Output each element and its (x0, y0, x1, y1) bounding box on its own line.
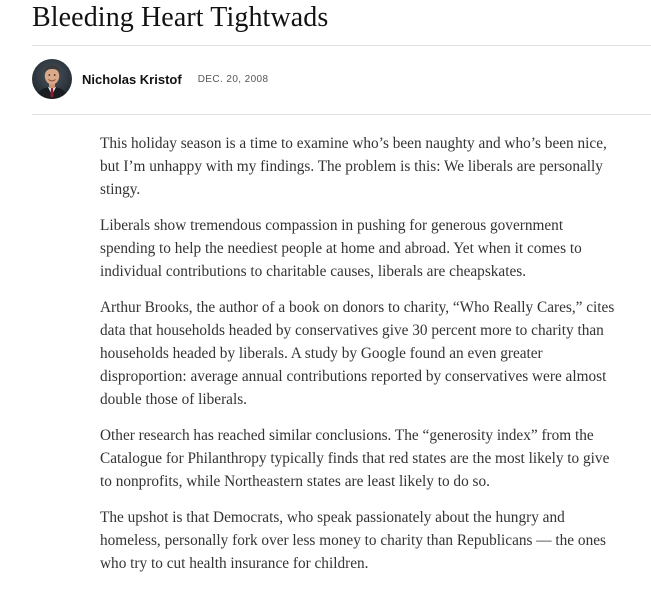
byline (32, 57, 268, 101)
header-divider (32, 45, 651, 46)
byline-divider (32, 114, 651, 115)
article-paragraph: Other research has reached similar conclusions. The “generosity index” from the Catalogue for Philanthropy typically finds that red states are the most likely to give to nonprofits, while Northeastern states are least likely to do so. (100, 427, 610, 490)
author-avatar[interactable] (32, 59, 72, 99)
article-body (100, 132, 620, 588)
article-headline: Bleeding Heart Tightwads (32, 2, 329, 33)
article-paragraph: Arthur Brooks, the author of a book on donors to charity, “Who Really Cares,” cites data that households headed by conservatives give 30 percent more to charity than households headed by liberals. A study by Google found an even greater disproportion: average annual contributions reported by conservatives were almost double those of liberals. (100, 299, 615, 408)
article-paragraph: The upshot is that Democrats, who speak passionately about the hungry and homeless, personally fork over less money to charity than Republicans — the ones who try to cut health insurance for children. (100, 509, 606, 572)
article-paragraph: This holiday season is a time to examine who’s been naughty and who’s been nice, but I’m unhappy with my findings. The problem is this: We liberals are personally stingy. (100, 135, 607, 198)
article-paragraph: Liberals show tremendous compassion in pushing for generous government spending to help the neediest people at home and abroad. Yet when it comes to individual contributions to charitable causes, liberals are cheapskates. (100, 217, 582, 280)
author-name[interactable]: Nicholas Kristof (82, 71, 182, 87)
publish-date: DEC. 20, 2008 (197, 73, 269, 85)
author-photo-icon (32, 59, 72, 99)
